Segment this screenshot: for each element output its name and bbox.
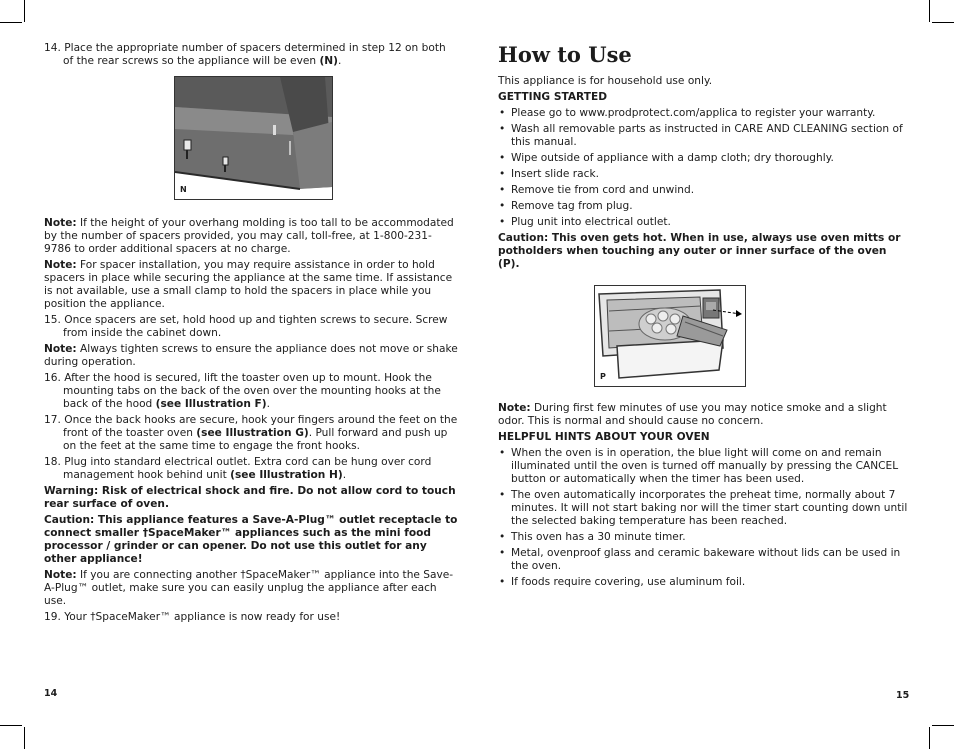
step-15: 15. Once spacers are set, hold hood up and tighten screws to secure. Screw from inside the cabinet down. [44, 314, 448, 339]
getting-started-heading: GETTING STARTED [498, 91, 607, 103]
list-item: • Plug unit into electrical outlet. [498, 216, 908, 229]
note-spacers-height: Note: If the height of your overhang molding is too tall to be accommodated by the number of spacers provided, you may call, toll-free, at 1-800-231-9786 to order additional spacers at no charge. [44, 217, 454, 255]
list-item: • Wipe outside of appliance with a damp cloth; dry thoroughly. [498, 152, 908, 165]
step-14: 14. Place the appropriate number of spacers determined in step 12 on both of the rear screws so the appliance will be even (N). [44, 42, 446, 67]
crop-mark [932, 725, 954, 726]
left-page [44, 42, 458, 627]
step-16: 16. After the hood is secured, lift the toaster oven up to mount. Hook the mounting tabs on the back of the oven over the mounting hooks at the back of the hood (see Illustration F). [44, 372, 441, 410]
list-item: • When the oven is in operation, the blue light will come on and remain illuminated until the oven is turned off manually by pressing the CANCEL button or automatically when the timer has been used. [498, 447, 908, 486]
list-item: • This oven has a 30 minute timer. [498, 531, 908, 544]
intro-text: This appliance is for household use only. [498, 75, 713, 87]
note-spacer-assistance: Note: For spacer installation, you may require assistance in order to hold spacers in place while securing the appliance at the same time. If assistance is not available, use a small clamp to hold the spacers in place while you position the appliance. [44, 259, 453, 310]
list-item: • Please go to www.prodprotect.com/applica to register your warranty. [498, 107, 908, 120]
step-17: 17. Once the back hooks are secure, hook your fingers around the feet on the front of the toaster oven (see Illustration G). Pull forward and push up on the feet at the same time to engage the front hooks. [44, 414, 458, 452]
oven-mitt-illustration [595, 286, 745, 386]
crop-mark [929, 0, 930, 22]
illustration-p [594, 285, 746, 387]
page-number-left: 14 [44, 688, 58, 699]
crop-mark [24, 727, 25, 749]
step-19: 19. Your †SpaceMaker™ appliance is now ready for use! [44, 611, 341, 623]
list-item: • Remove tie from cord and unwind. [498, 184, 908, 197]
warning-electrical-shock: Warning: Risk of electrical shock and fire. Do not allow cord to touch rear surface of oven. [44, 485, 456, 510]
step-18: 18. Plug into standard electrical outlet. Extra cord can be hung over cord management hook behind unit (see Illustration H). [44, 456, 432, 481]
crop-mark [929, 727, 930, 749]
caution-save-a-plug: Caution: This appliance features a Save-A-Plug™ outlet receptacle to connect smaller †SpaceMaker™ appliances such as the mini food processor / grinder or can opener. Do not use this outlet for any other appliance! [44, 514, 458, 565]
getting-started-list [498, 107, 908, 229]
crop-mark [932, 22, 954, 23]
note-tighten-screws: Note: Always tighten screws to ensure the appliance does not move or shake during operation. [44, 343, 458, 368]
illustration-n [174, 76, 333, 200]
list-item: • If foods require covering, use aluminum foil. [498, 576, 908, 589]
helpful-hints-heading: HELPFUL HINTS ABOUT YOUR OVEN [498, 431, 710, 443]
list-item: • The oven automatically incorporates the preheat time, normally about 7 minutes. It will not start baking nor will the timer start counting down until the selected baking temperature has been reached. [498, 489, 908, 528]
crop-mark [0, 725, 22, 726]
list-item: • Remove tag from plug. [498, 200, 908, 213]
list-item: • Insert slide rack. [498, 168, 908, 181]
crop-mark [24, 0, 25, 22]
note-spacemaker-connect: Note: If you are connecting another †SpaceMaker™ appliance into the Save-A-Plug™ outlet, make sure you can easily unplug the appliance after each use. [44, 569, 454, 607]
page-number-right: 15 [896, 690, 910, 701]
note-smoke-odor: Note: During first few minutes of use you may notice smoke and a slight odor. This is normal and should cause no concern. [498, 402, 887, 427]
list-item: • Metal, ovenproof glass and ceramic bakeware without lids can be used in the oven. [498, 547, 908, 573]
figure-label-p: P [600, 372, 606, 381]
crop-mark [0, 22, 22, 23]
list-item: • Wash all removable parts as instructed in CARE AND CLEANING section of this manual. [498, 123, 908, 149]
figure-label-n: N [180, 185, 187, 194]
spacer-installation-illustration [175, 77, 332, 199]
right-page [498, 42, 908, 592]
helpful-hints-list [498, 447, 908, 589]
caution-oven-hot: Caution: This oven gets hot. When in use, always use oven mitts or potholders when touching any outer or inner surface of the oven (P). [498, 232, 901, 270]
page-title: How to Use [498, 42, 632, 67]
